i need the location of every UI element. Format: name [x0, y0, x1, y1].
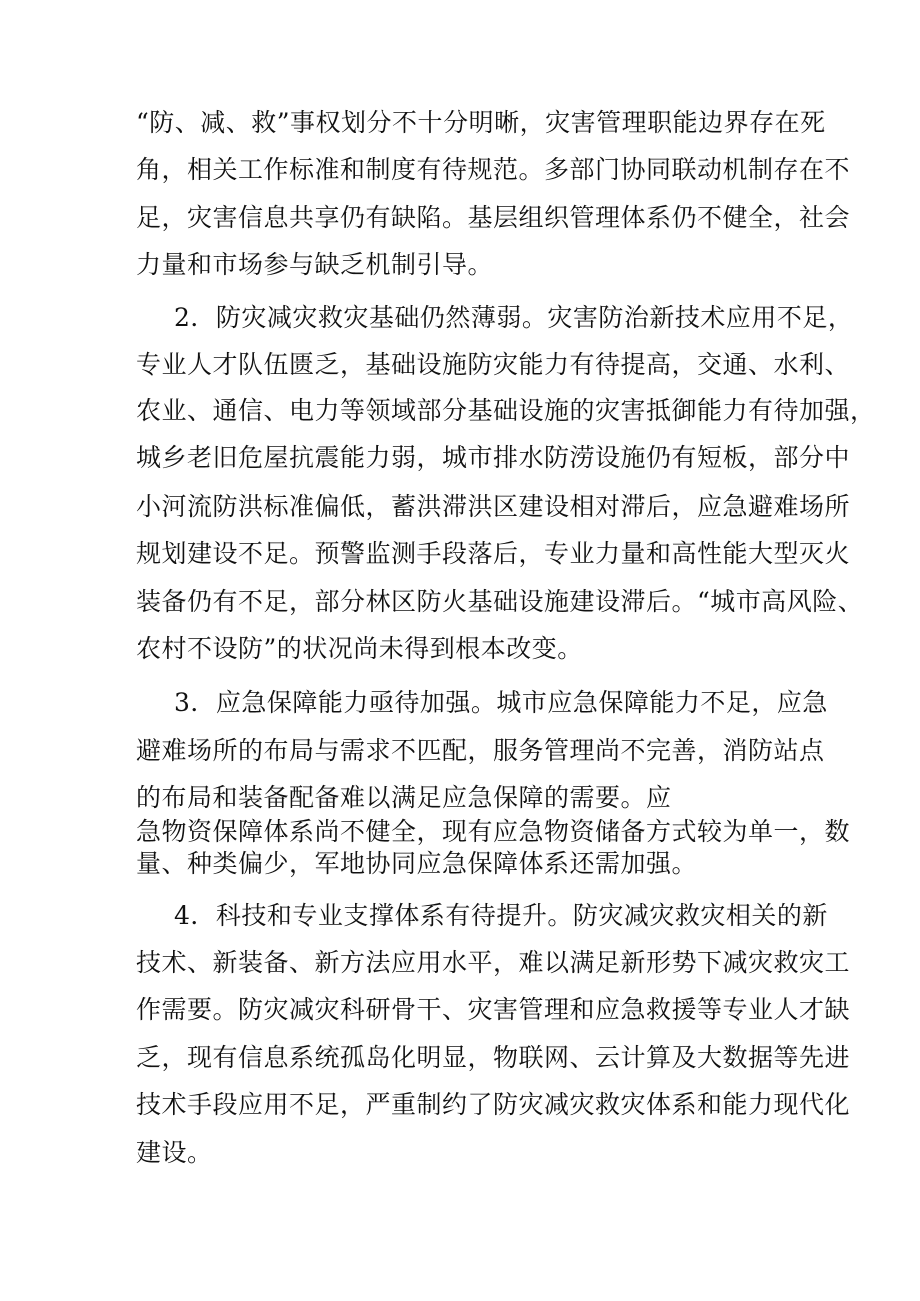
text-line: 技术手段应用不足，严重制约了防灾减灾救灾体系和能力现代化 — [136, 1090, 851, 1119]
text-line: 专业人才队伍匮乏，基础设施防灾能力有待提高，交通、水利、 — [136, 350, 851, 379]
text-line: 足，灾害信息共享仍有缺陷。基层组织管理体系仍不健全，社会 — [136, 203, 851, 232]
text-line: 规划建设不足。预警监测手段落后，专业力量和高性能大型灭火 — [136, 539, 851, 568]
text-line: 作需要。防灾减灾科研骨干、灾害管理和应急救援等专业人才缺 — [136, 995, 851, 1024]
text-line: 小河流防洪标准偏低，蓄洪滞洪区建设相对滞后，应急避难场所 — [136, 492, 851, 521]
text-line: “防、减、救”事权划分不十分明晰，灾害管理职能边界存在死 — [136, 108, 826, 137]
text-line: 建设。 — [136, 1138, 213, 1167]
text-line: 乏，现有信息系统孤岛化明显，物联网、云计算及大数据等先进 — [136, 1043, 851, 1072]
text-line: 装备仍有不足，部分林区防火基础设施建设滞后。“城市高风险、 — [136, 587, 864, 616]
text-line: 的布局和装备配备难以满足应急保障的需要。应 — [136, 783, 672, 812]
text-line: 技术、新装备、新方法应用水平，难以满足新形势下减灾救灾工 — [136, 948, 851, 977]
text-line: 避难场所的布局与需求不匹配，服务管理尚不完善，消防站点 — [136, 736, 825, 765]
text-line: 急物资保障体系尚不健全，现有应急物资储备方式较为单一，数 — [136, 817, 851, 846]
text-line: 角，相关工作标准和制度有待规范。多部门协同联动机制存在不 — [136, 155, 851, 184]
text-line: 力量和市场参与缺乏机制引导。 — [136, 250, 494, 279]
text-line: 农村不设防”的状况尚未得到根本改变。 — [136, 634, 583, 663]
text-line: 3．应急保障能力亟待加强。城市应急保障能力不足，应急 — [174, 688, 828, 717]
text-line: 4．科技和专业支撑体系有待提升。防灾减灾救灾相关的新 — [174, 901, 828, 930]
text-line: 量、种类偏少，军地协同应急保障体系还需加强。 — [136, 849, 698, 878]
text-line: 城乡老旧危屋抗震能力弱，城市排水防涝设施仍有短板，部分中 — [136, 443, 851, 472]
text-line: 农业、通信、电力等领域部分基础设施的灾害抵御能力有待加强， — [136, 396, 876, 425]
text-line: 2．防灾减灾救灾基础仍然薄弱。灾害防治新技术应用不足， — [174, 303, 854, 332]
